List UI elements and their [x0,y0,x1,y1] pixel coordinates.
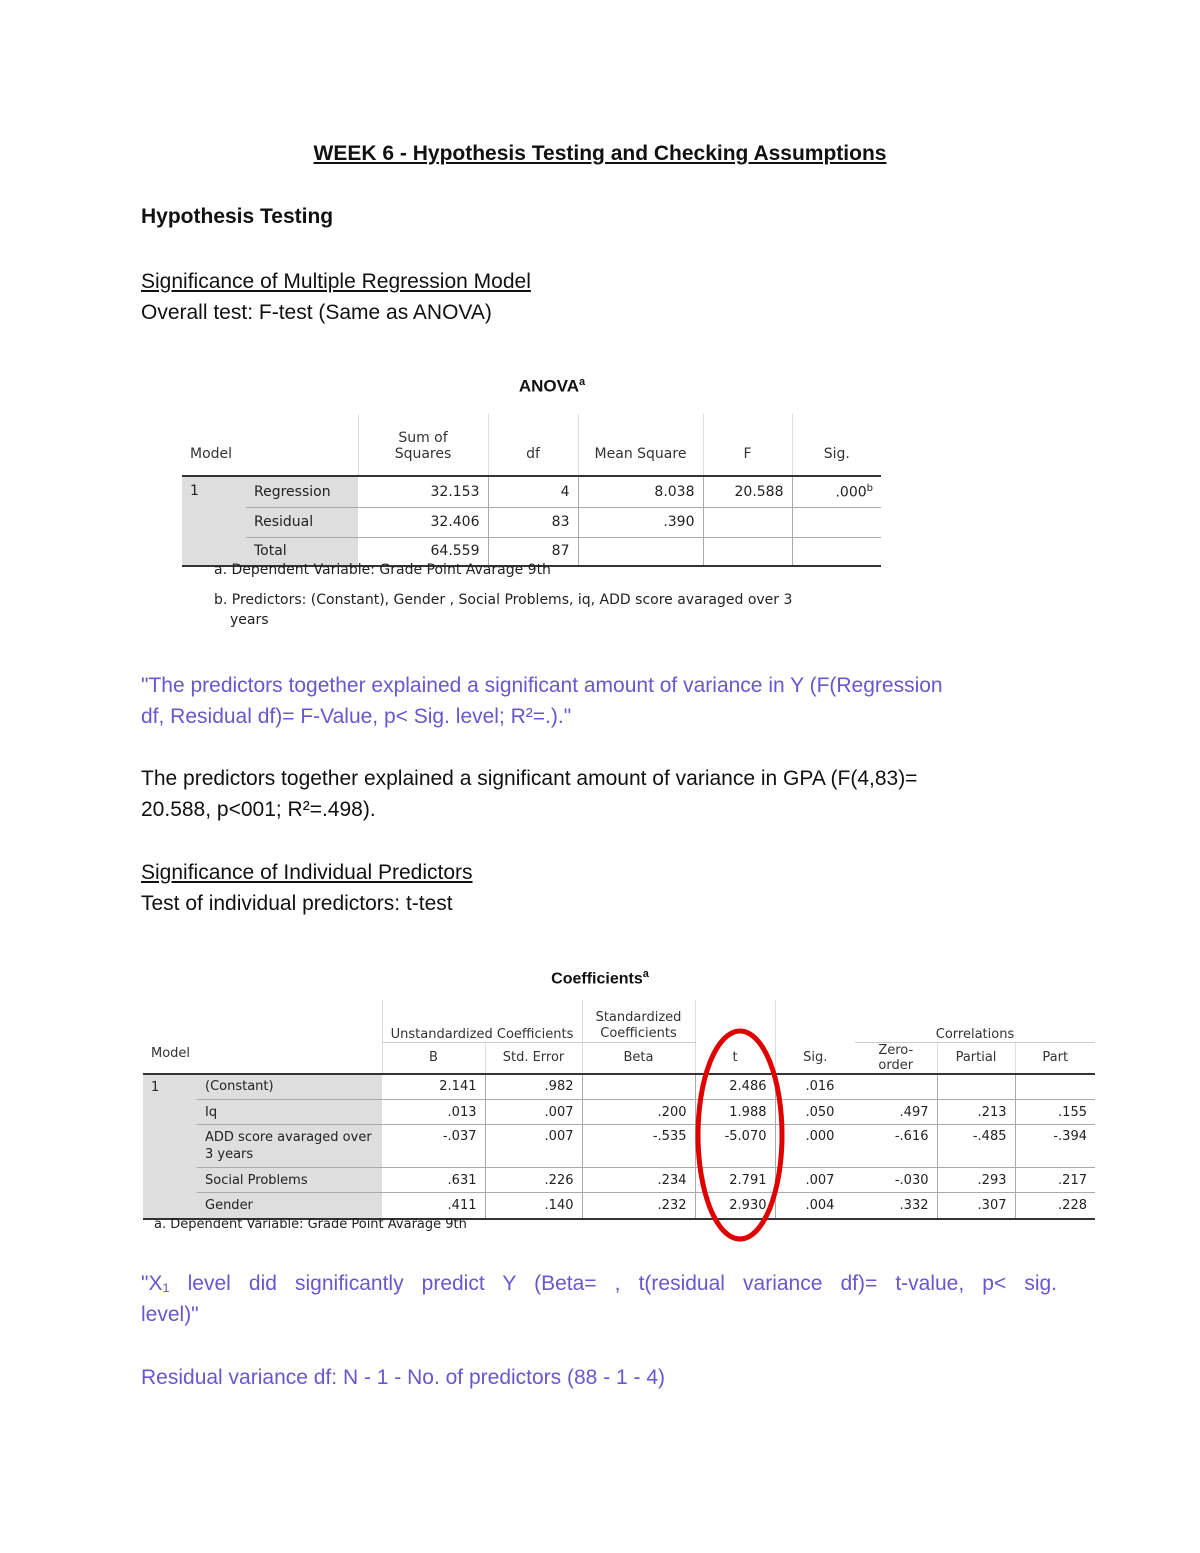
coefficients-note-a: a. Dependent Variable: Grade Point Avarage 9th [154,1217,467,1232]
cell-t: 1.988 [695,1100,775,1125]
coef-model-number: 1 [143,1074,197,1219]
cell-part: .217 [1015,1168,1095,1193]
anova-header-ms: Mean Square [578,446,703,476]
cell-se: .982 [485,1074,582,1100]
table-row [143,1193,1095,1219]
cell-sig: .007 [775,1168,855,1193]
row-label: Regression [246,476,358,507]
anova-header-model: Model [190,446,233,462]
coef-header-part: Part [1015,1042,1095,1074]
anova-table [182,414,881,567]
table-row [182,476,881,507]
example-sentence-f: The predictors together explained a significant amount of variance in GPA (F(4,83)= 20.588, p<001; R²=.498). [141,767,918,821]
anova-header-f: F [703,446,792,476]
coef-header-std: Standardized Coefficients [582,1000,695,1042]
cell-sig: .000 [775,1125,855,1168]
anova-header-ss-line2: Squares [358,446,488,476]
row-label: (Constant) [197,1074,382,1100]
highlight-ellipse-shape [698,1031,782,1239]
cell-b: .013 [447,1104,477,1120]
cell-b: .631 [447,1172,477,1188]
section1-subtitle: Overall test: F-test (Same as ANOVA) [141,301,492,324]
cell-b: .411 [447,1197,477,1213]
anova-note-b-cont: years [230,612,269,628]
cell-beta: -.535 [582,1125,695,1168]
cell-ss: 32.406 [430,514,480,530]
template-sentence-f: "The predictors together explained a significant amount of variance in Y (F(Regression df, Residual df)= F-Value, p< Sig. level; R²=.)." [141,674,943,728]
cell-ms [578,537,703,566]
cell-partial: .213 [937,1100,1015,1125]
cell-se: .226 [485,1168,582,1193]
cell-zero-order [855,1074,937,1100]
cell-se: .007 [485,1100,582,1125]
cell-beta: .234 [582,1168,695,1193]
coefficients-title: Coefficients$^a$ [551,968,649,988]
cell-part: -.394 [1015,1125,1095,1168]
cell-partial: -.485 [937,1125,1015,1168]
cell-f [703,507,792,537]
anova-title: ANOVA$^a$ [518,376,586,396]
cell-partial: .307 [937,1193,1015,1219]
table-row [143,1074,1095,1100]
coef-header-b: B [382,1042,485,1074]
cell-zero-order: .332 [899,1197,929,1213]
template-sentence-t-line2: level)" [141,1303,199,1326]
coef-header-model: Model [151,1046,191,1061]
cell-zero-order: .497 [899,1104,929,1120]
anova-note-b: b. Predictors: (Constant), Gender , Social Problems, iq, ADD score avaraged over 3 [214,592,793,608]
coef-header-beta: Beta [582,1042,695,1074]
coef-header-partial: Partial [937,1042,1015,1074]
table-row [182,507,881,537]
cell-df: 87 [488,537,578,566]
cell-t: -5.070 [695,1125,775,1168]
anova-header-ss-line1: Sum of [358,414,488,446]
cell-ms: 8.038 [578,476,703,507]
coef-header-sig: Sig. [775,1042,855,1074]
cell-df: 4 [488,476,578,507]
row-label: Gender [197,1193,382,1219]
cell-t: 2.930 [695,1193,775,1219]
cell-sig: .016 [775,1074,855,1100]
coef-header-unstd: Unstandardized Coefficients [382,1000,582,1042]
cell-ss: 32.153 [430,483,480,500]
row-label: ADD score avaraged over 3 years [197,1125,382,1168]
cell-partial [937,1074,1015,1100]
section2-heading: Significance of Individual Predictors [141,861,473,884]
cell-t: 2.791 [695,1168,775,1193]
anova-model-number: 1 [182,476,246,566]
cell-df: 83 [488,507,578,537]
cell-partial: .293 [937,1168,1015,1193]
anova-note-a: a. Dependent Variable: Grade Point Avarage 9th [214,562,551,578]
cell-beta [582,1074,695,1100]
cell-ss: 64.559 [430,543,480,560]
page-title: WEEK 6 - Hypothesis Testing and Checking Assumptions [313,142,887,165]
cell-part: .155 [1015,1100,1095,1125]
template-sentence-t-line1: "X₁ level did significantly predict Y (Beta= , t(residual variance df)= t-value, p< sig. [141,1272,1057,1295]
cell-b: 2.141 [439,1079,477,1095]
cell-part [1015,1074,1095,1100]
anova-header-df: df [488,446,578,476]
section2-subtitle: Test of individual predictors: t-test [141,892,453,915]
cell-beta: .200 [582,1100,695,1125]
coef-header-se: Std. Error [485,1042,582,1074]
cell-zero-order: -.030 [894,1172,929,1188]
coef-header-correlations: Correlations [855,1000,1095,1042]
cell-part: .228 [1015,1193,1095,1219]
section1-heading: Significance of Multiple Regression Model [141,270,531,293]
cell-b: -.037 [442,1129,477,1144]
cell-zero-order: -.616 [894,1129,929,1144]
row-label: Total [246,537,358,566]
cell-beta: .232 [582,1193,695,1219]
cell-sig: .000$^b$ [792,476,881,507]
table-row [143,1168,1095,1193]
cell-ms: .390 [578,507,703,537]
section-heading-hypothesis-testing: Hypothesis Testing [141,205,334,228]
cell-se: .140 [485,1193,582,1219]
cell-se: .007 [485,1125,582,1168]
cell-sig: .050 [775,1100,855,1125]
row-label: Residual [246,507,358,537]
cell-sig: .004 [775,1193,855,1219]
residual-df-note: Residual variance df: N - 1 - No. of predictors (88 - 1 - 4) [141,1366,666,1389]
row-label: Social Problems [197,1168,382,1193]
table-row [143,1100,1095,1125]
coefficients-table [143,1000,1095,1220]
cell-t: 2.486 [695,1074,775,1100]
anova-header-sig: Sig. [792,446,881,476]
cell-sig [792,537,881,566]
row-label: Iq [197,1100,382,1125]
cell-f [703,537,792,566]
t-column-highlight-ellipse [690,1025,790,1247]
coef-header-zero-order: Zero-order [878,1042,914,1073]
coef-header-t: t [695,1042,775,1074]
cell-f: 20.588 [703,476,792,507]
table-row [143,1125,1095,1168]
cell-sig [792,507,881,537]
